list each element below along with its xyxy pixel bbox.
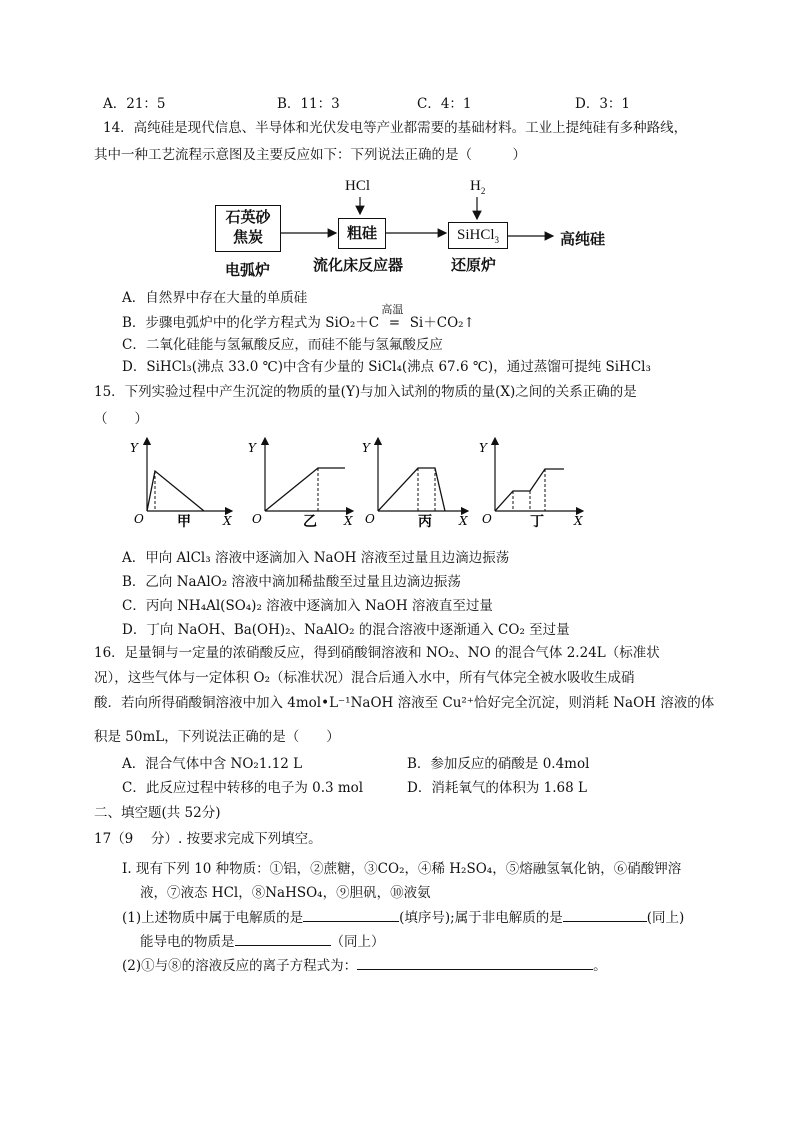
q14-option-a: A．自然界中存在大量的单质硅 bbox=[122, 290, 308, 306]
arc-furnace-box bbox=[215, 205, 281, 252]
q15-graphs bbox=[0, 430, 794, 540]
graph-jia bbox=[130, 438, 232, 530]
q15-option-b: B．乙向 NaAlO₂ 溶液中滴加稀盐酸至过量且边滴边振荡 bbox=[122, 574, 461, 590]
q14-stem-line1: 14．高纯硅是现代信息、半导体和光伏发电等产业都需要的基础材料。工业上提纯硅有多种路线， bbox=[103, 120, 688, 136]
graph-yi-x-label: X bbox=[344, 514, 353, 528]
q17-part-i-line2: 液，⑦液态 HCl，⑧NaHSO₄，⑨胆矾，⑩液氨 bbox=[140, 885, 431, 901]
graph-bing-origin: O bbox=[365, 512, 375, 526]
q15-option-d: D．丁向 NaOH、Ba(OH)₂、NaAlO₂ 的混合溶液中逐渐通入 CO₂ 至过量 bbox=[122, 622, 570, 638]
q17-q2: (2)①与⑧的溶液反应的离子方程式为： 。 bbox=[122, 955, 607, 975]
graph-bing bbox=[362, 438, 468, 530]
q16-option-d: D．消耗氧气的体积为 1.68 L bbox=[407, 780, 587, 796]
q17-q1-line2: 能导电的物质是 （同上） bbox=[140, 931, 385, 951]
q16-stem-line4: 积是 50mL，下列说法正确的是（ ） bbox=[94, 729, 340, 745]
sihcl3-box: SiHCl$_3$ bbox=[448, 222, 508, 249]
q14-stem-line2: 其中一种工艺流程示意图及主要反应如下：下列说法正确的是（ ） bbox=[94, 147, 526, 163]
h2-label: $H_2$ bbox=[470, 178, 486, 196]
q16-stem-line3: 酸．若向所得硝酸铜溶液中加入 4mol•L⁻¹NaOH 溶液至 Cu²⁺恰好完全沉淀，则消耗 NaOH 溶液的体 bbox=[94, 695, 715, 711]
q13-option-c: C．4：1 bbox=[417, 96, 472, 112]
q13-option-d: D．3：1 bbox=[575, 96, 631, 112]
q16-option-c: C．此反应过程中转移的电子为 0.3 mol bbox=[122, 780, 364, 796]
q17-q1-line1: (1)上述物质中属于电解质的是 (填序号);属于非电解质的是 (同上) bbox=[122, 907, 684, 927]
crude-si-box: 粗硅 bbox=[338, 218, 386, 249]
section-2-heading: 二、填空题(共 52分) bbox=[94, 805, 221, 821]
graph-bing-y-label: Y bbox=[362, 441, 370, 455]
q13-option-b: B．11：3 bbox=[277, 96, 340, 112]
q15-option-a: A．甲向 AlCl₃ 溶液中逐滴加入 NaOH 溶液至过量且边滴边振荡 bbox=[122, 550, 510, 566]
q14-option-b: B．步骤电弧炉中的化学方程式为 SiO₂＋C 高温 = Si＋CO₂↑ bbox=[122, 303, 475, 331]
reaction-condition: 高温 bbox=[381, 303, 404, 316]
graph-jia-x-label: X bbox=[223, 514, 232, 528]
q15-option-c: C．丙向 NH₄Al(SO₄)₂ 溶液中逐滴加入 NaOH 溶液直至过量 bbox=[122, 598, 493, 614]
q16-stem-line1: 16．足量铜与一定量的浓硝酸反应，得到硝酸铜溶液和 NO₂、NO 的混合气体 2.24L（标准状 bbox=[94, 645, 660, 661]
fluidized-bed-label: 流化床反应器 bbox=[313, 256, 404, 274]
reduction-furnace-label: 还原炉 bbox=[451, 256, 497, 274]
q14-option-d: D．SiHCl₃(沸点 33.0 ℃)中含有少量的 SiCl₄(沸点 67.6 ℃)，通过蒸馏可提纯 SiHCl₃ bbox=[122, 359, 651, 375]
q15-stem-line1: 15．下列实验过程中产生沉淀的物质的量(Y)与加入试剂的物质的量(X)之间的关系正确的是 bbox=[94, 384, 637, 400]
conductive-blank[interactable] bbox=[235, 931, 331, 946]
q13-option-a: A．21：5 bbox=[103, 96, 166, 112]
arc-furnace-label: 电弧炉 bbox=[225, 261, 271, 279]
ionic-equation-blank[interactable] bbox=[357, 955, 593, 970]
graph-bing-x-label: X bbox=[459, 514, 468, 528]
graph-ding-origin: O bbox=[482, 512, 492, 526]
graph-jia-y-label: Y bbox=[130, 441, 138, 455]
high-purity-si-label: 高纯硅 bbox=[560, 230, 606, 248]
electrolyte-blank[interactable] bbox=[303, 907, 399, 922]
q16-option-a: A．混合气体中含 NO₂1.12 L bbox=[122, 756, 303, 772]
graph-jia-caption: 甲 bbox=[177, 514, 191, 530]
hcl-label: HCl bbox=[345, 178, 371, 194]
graph-ding bbox=[479, 438, 583, 530]
graph-ding-y-label: Y bbox=[479, 441, 487, 455]
q14-option-c: C．二氧化硅能与氢氟酸反应，而硅不能与氢氟酸反应 bbox=[122, 337, 443, 353]
arc-furnace-input-1: 石英砂 bbox=[225, 208, 271, 226]
graph-jia-origin: O bbox=[134, 512, 144, 526]
q16-stem-line2: 况），这些气体与一定体积 O₂（标准状况）混合后通入水中，所有气体完全被水吸收生成硝 bbox=[94, 670, 635, 686]
non-electrolyte-blank[interactable] bbox=[563, 907, 647, 922]
q15-stem-line2: （ ） bbox=[94, 411, 148, 427]
q17-part-i-line1: I. 现有下列 10 种物质：①铝，②蔗糖，③CO₂，④稀 H₂SO₄，⑤熔融氢氧化钠，⑥硝酸钾溶 bbox=[122, 861, 682, 877]
graph-ding-caption: 丁 bbox=[530, 514, 544, 530]
graph-yi bbox=[248, 438, 353, 530]
arc-furnace-input-2: 焦炭 bbox=[232, 228, 263, 246]
graph-bing-caption: 丙 bbox=[418, 514, 432, 530]
graph-yi-caption: 乙 bbox=[303, 514, 317, 530]
q17-heading: 17（9 分）. 按要求完成下列填空。 bbox=[94, 831, 322, 847]
q16-option-b: B．参加反应的硝酸是 0.4mol bbox=[407, 756, 590, 772]
graph-ding-x-label: X bbox=[574, 514, 583, 528]
graph-yi-y-label: Y bbox=[248, 441, 256, 455]
graph-yi-origin: O bbox=[252, 512, 262, 526]
